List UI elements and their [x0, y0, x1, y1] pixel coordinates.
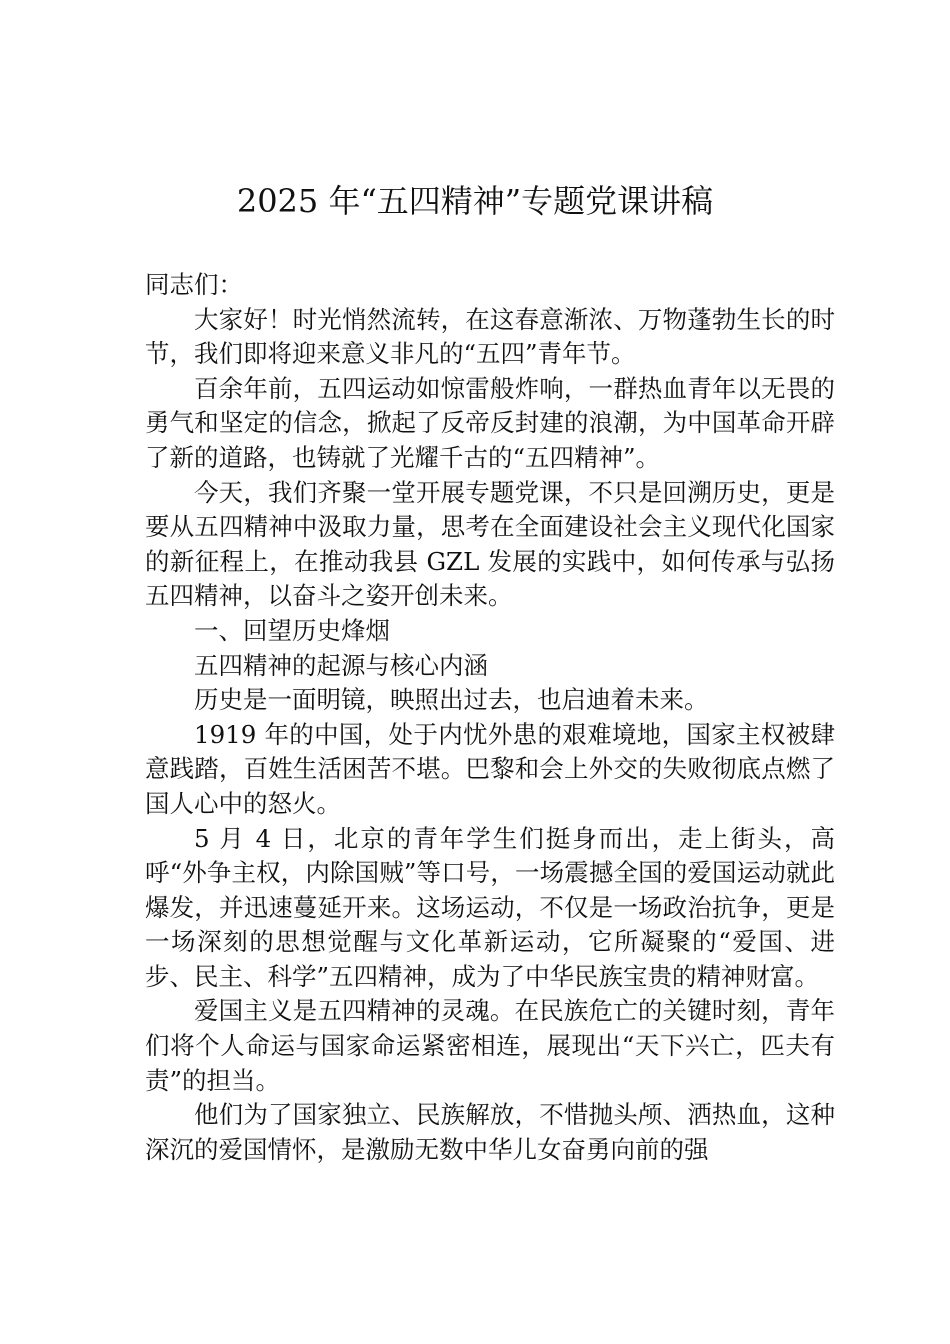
paragraph-greeting: 大家好！时光悄然流转，在这春意渐浓、万物蓬勃生长的时节，我们即将迎来意义非凡的“五四”青年节。 [145, 304, 835, 369]
section-heading: 一、回望历史烽烟 [194, 615, 390, 645]
paragraph-1919: 1919 年的中国，处于内忧外患的艰难境地，国家主权被肆意践踏，百姓生活困苦不堪。巴黎和会上外交的失败彻底点燃了国人心中的怒火。 [145, 719, 835, 818]
paragraph-sacrifice: 他们为了国家独立、民族解放，不惜抛头颅、洒热血，这种深沉的爱国情怀，是激励无数中华儿女奋勇向前的强 [145, 1100, 835, 1164]
document-title: 2025 年“五四精神”专题党课讲稿 [236, 182, 714, 220]
paragraph-patriotism: 爱国主义是五四精神的灵魂。在民族危亡的关键时刻，青年们将个人命运与国家命运紧密相连，展现出“天下兴亡，匹夫有责”的担当。 [145, 996, 835, 1095]
paragraph-may-fourth: 5 月 4 日，北京的青年学生们挺身而出，走上街头，高呼“外争主权，内除国贼”等口号，一场震撼全国的爱国运动就此爆发，并迅速蔓延开来。这场运动，不仅是一场政治抗争，更是一场深刻的思想觉醒与文化革新运动，它所凝聚的“爱国、进步、民主、科学”五四精神，成为了中华民族宝贵的精神财富。 [145, 823, 835, 991]
paragraph-history-intro: 百余年前，五四运动如惊雷般炸响，一群热血青年以无畏的勇气和坚定的信念，掀起了反帝反封建的浪潮，为中国革命开辟了新的道路，也铸就了光耀千古的“五四精神”。 [145, 373, 835, 472]
paragraph-purpose: 今天，我们齐聚一堂开展专题党课，不只是回溯历史，更是要从五四精神中汲取力量，思考在全面建设社会主义现代化国家的新征程上，在推动我县 GZL 发展的实践中，如何传承与弘扬五四精神，以奋斗之姿开创未来。 [145, 477, 835, 611]
paragraph-mirror: 历史是一面明镜，映照出过去，也启迪着未来。 [194, 685, 709, 715]
section-subheading: 五四精神的起源与核心内涵 [194, 650, 488, 680]
salutation: 同志们： [145, 270, 243, 299]
document-body [145, 268, 835, 1167]
